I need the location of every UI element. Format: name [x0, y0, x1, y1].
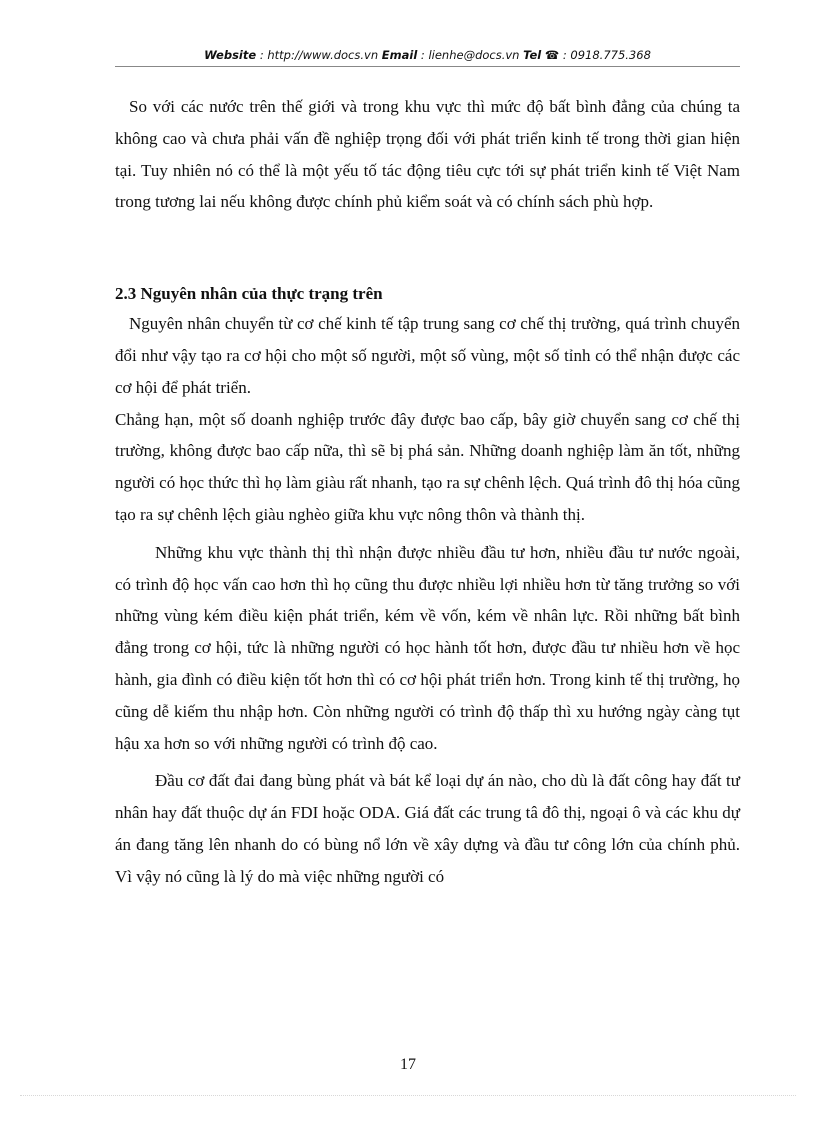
- page-number: 17: [400, 1056, 416, 1073]
- document-body: [115, 91, 740, 893]
- website-value: : http://www.docs.vn: [256, 48, 382, 62]
- tel-value: : 0918.775.368: [559, 48, 651, 62]
- email-label: Email: [381, 48, 418, 62]
- tel-label: Tel: [523, 48, 542, 62]
- paragraph-1: So với các nước trên thế giới và trong khu vực thì mức độ bất bình đẳng của chúng ta không cao và chưa phải vấn đề nghiệp trọng đối với phát triển kinh tế trong thời gian hiện tại. Tuy nhiên nó có thể là một yếu tố tác động tiêu cực tới sự phát triển kinh tế Việt Nam trong tương lai nếu không được chính phủ kiểm soát và có chính sách phù hợp.: [115, 97, 740, 212]
- header-divider: [115, 66, 740, 67]
- section-heading: 2.3 Nguyên nhân của thực trạng trên: [115, 284, 383, 304]
- paragraph-2: Nguyên nhân chuyển từ cơ chế kinh tế tập trung sang cơ chế thị trường, quá trình chuyển đổi như vậy tạo ra cơ hội cho một số người, một số vùng, một số tỉnh có thể nhận được các cơ hội để phát triển.: [115, 314, 740, 397]
- page-header: [115, 48, 740, 62]
- paragraph-5: Đầu cơ đất đai đang bùng phát và bát kể loại dự án nào, cho dù là đất công hay đất tư nhân hay đất thuộc dự án FDI hoặc ODA. Giá đất các trung tâ đô thị, ngoại ô và các khu dự án đang tăng lên nhanh do có bùng nổ lớn về xây dựng và đầu tư công lớn của chính phủ. Vì vậy nó cũng là lý do mà việc những người có: [115, 771, 740, 886]
- email-value: : lienhe@docs.vn: [417, 48, 524, 62]
- footer-divider: [20, 1095, 796, 1096]
- paragraph-4: Những khu vực thành thị thì nhận được nhiều đầu tư hơn, nhiều đầu tư nước ngoài, có trình độ học vấn cao hơn thì họ cũng thu được nhiều lợi nhiều hơn từ tăng trưởng so với những vùng kém điều kiện phát triển, kém về vốn, kém về nhân lực. Rồi những bất bình đẳng trong cơ hội, tức là những người có học hành tốt hơn, được đầu tư nhiều hơn về học hành, gia đình có điều kiện tốt hơn thì có cơ hội phát triển hơn. Trong kinh tế thị trường, họ cũng dễ kiếm thu nhập hơn. Còn những người có trình độ thấp thì xu hướng ngày càng tụt hậu xa hơn so với những người có trình độ cao.: [115, 542, 740, 753]
- website-label: Website: [204, 48, 257, 62]
- paragraph-3: Chẳng hạn, một số doanh nghiệp trước đây được bao cấp, bây giờ chuyển sang cơ chế thị trường, không được bao cấp nữa, thì sẽ bị phá sản. Những doanh nghiệp làm ăn tốt, những người có học thức thì họ làm giàu rất nhanh, tạo ra sự chênh lệch. Quá trình đô thị hóa cũng tạo ra sự chênh lệch giàu nghèo giữa khu vực nông thôn và thành thị.: [115, 409, 740, 524]
- phone-icon: ☎: [544, 48, 560, 62]
